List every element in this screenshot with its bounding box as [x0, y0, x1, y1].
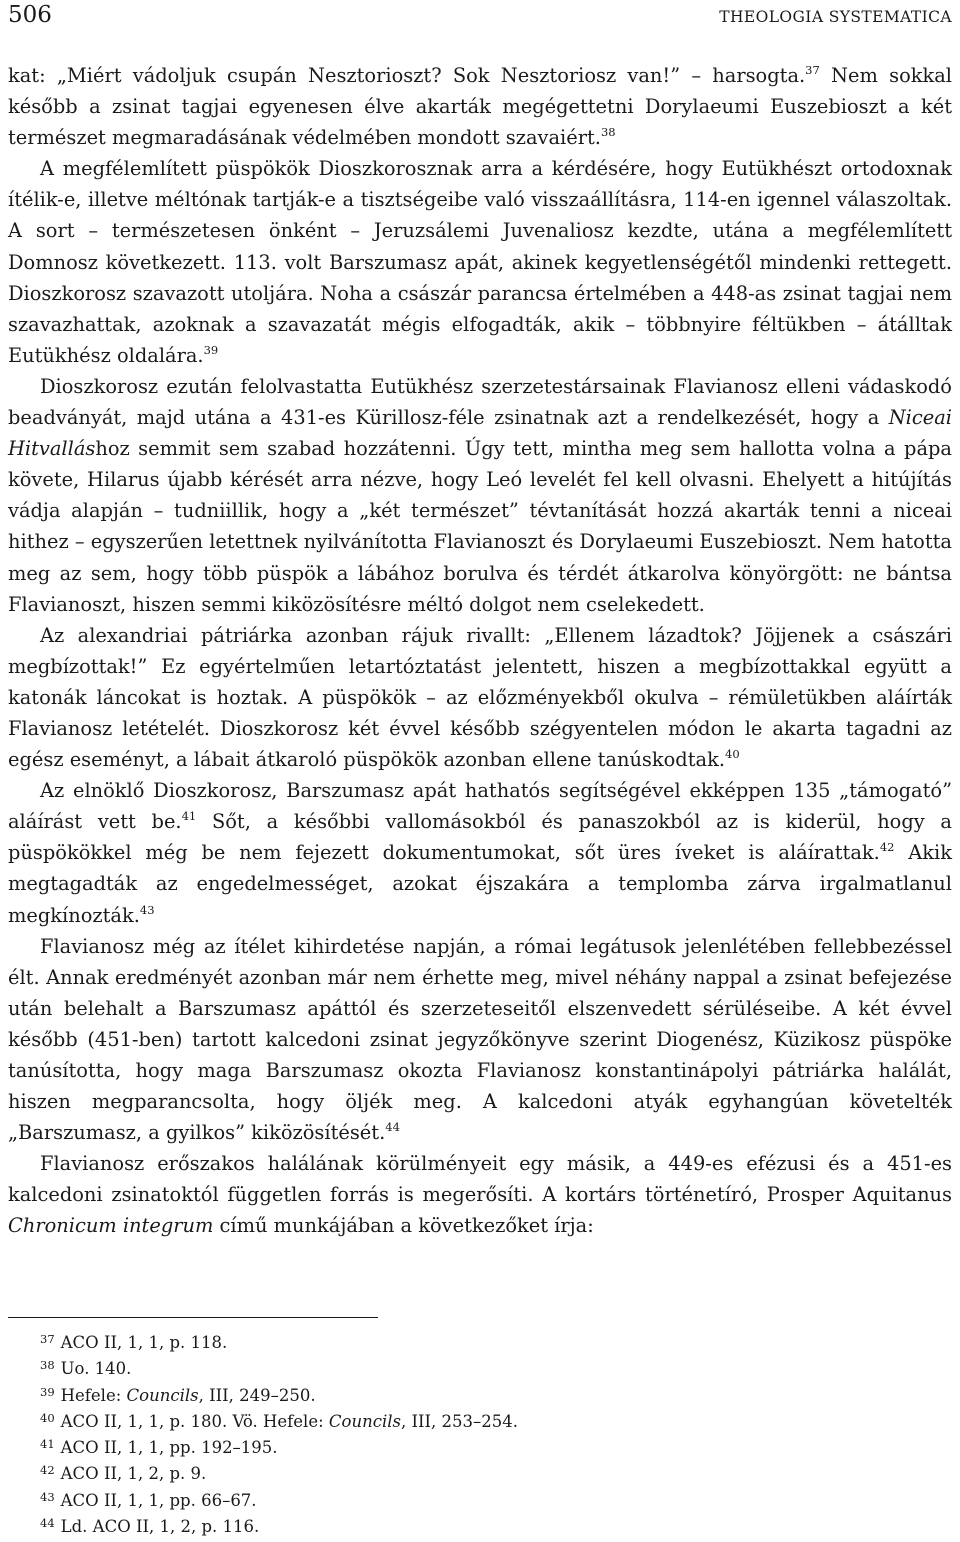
footnote-text: ACO II, 1, 1, pp. 66–67. [60, 1490, 257, 1510]
footnote-text: , III, 253–254. [400, 1411, 518, 1431]
footnote-text: ACO II, 1, 2, p. 9. [60, 1464, 207, 1484]
text-span: Flavianosz még az ítélet kihirdetése napján, a római legátusok jelenlétében fellebbezéssel élt. Annak eredményét azonban már nem érhette meg, mivel néhány nappal a zsinat befejezése után belehalt a Barszumasz apáttól és szerzeteseitől elszenvedett sérüléseibe. A két évvel később (451-ben) tartott kalcedoni zsinat jegyzőkönyve szerint Diogenész, Küzikosz püspöke tanúsította, hogy maga Barszumasz okozta Flavianosz konstantinápolyi pátriárka halálát, hiszen megparancsolta, hogy öljék meg. A kalcedoni atyák egyhangúan követelték „Barszumasz, a gyilkos” kiközösítését. [8, 934, 952, 1145]
footnote-number: 43 [40, 1489, 55, 1504]
italic-title: Niceai Hitvallás [8, 406, 952, 461]
footnote-ref[interactable]: 38 [600, 125, 616, 140]
text-span: Az elnöklő Dioszkorosz, Barszumasz apát hathatós segítségével ekképpen 135 „támogató” aláírást vett be. [8, 779, 952, 834]
footnote [40, 1409, 920, 1435]
footnote-text: , III, 249–250. [198, 1385, 316, 1405]
text-span: kat: „Miért vádoljuk csupán Nesztorioszt? Sok Nesztoriosz van!” – harsogta. [8, 64, 806, 87]
footnote-text: ACO II, 1, 1, p. 118. [60, 1333, 228, 1352]
footnote-text: Hefele: [60, 1385, 127, 1405]
text-span: Akik megtagadták az engedelmességet, azokat éjszakára a templomba zárva irgalmatlanul megkínozták. [8, 841, 952, 927]
italic-title: Chronicum integrum [8, 1214, 214, 1238]
page-header [8, 2, 952, 32]
footnote-text: Ld. ACO II, 1, 2, p. 116. [60, 1517, 260, 1537]
footnote-ref[interactable]: 43 [139, 902, 155, 917]
footnote-italic: Councils [328, 1411, 401, 1431]
page-number: 506 [8, 2, 52, 28]
footnote-number: 44 [40, 1516, 55, 1531]
text-span: című munkájában a következőket írja: [213, 1214, 594, 1238]
footnote-italic: Councils [126, 1385, 199, 1405]
footnote [40, 1488, 920, 1514]
footnote [40, 1514, 920, 1540]
footnote-separator [8, 1317, 378, 1318]
paragraph [8, 775, 952, 930]
footnote-ref[interactable]: 41 [181, 809, 197, 824]
footnote [40, 1356, 920, 1382]
footnote-number: 41 [40, 1437, 55, 1452]
footnote-ref[interactable]: 39 [203, 342, 219, 357]
paragraph [8, 60, 952, 153]
footnote-number: 42 [40, 1463, 55, 1478]
text-span: Flavianosz erőszakos halálának körülményeit egy másik, a 449-es efézusi és a 451-es kalcedoni zsinatoktól független forrás is megerősíti. A kortárs történetíró, Prosper Aquitanus [8, 1152, 952, 1207]
footnote-text: ACO II, 1, 1, p. 180. Vö. Hefele: [60, 1411, 329, 1431]
footnote-text: Uo. 140. [60, 1359, 132, 1379]
footnote-number: 40 [40, 1410, 55, 1425]
footnote [40, 1435, 920, 1461]
footnote-ref[interactable]: 40 [725, 747, 740, 762]
paragraph [8, 153, 952, 371]
text-span: Dioszkorosz ezután felolvastatta Eutükhész szerzetestársainak Flavianosz elleni vádaskodó beadványát, majd utána a 431-es Kürillosz-féle zsinatnak azt a rendelkezését, hogy a [8, 374, 952, 430]
text-span: hoz semmit sem szabad hozzátenni. Úgy tett, mintha meg sem hallotta volna a pápa követe, Hilarus újabb kérését arra nézve, hogy Leó levelét fel kell olvasni. Ehelyett a hitújítás vádja alapján – tudniillik, hogy a „két természet” tévtanítását hozzá akarták tenni a niceai hithez – egyszerűen letettnek nyilvánította Flavianoszt és Dorylaeumi Euszebioszt. Nem hatotta meg az sem, hogy több püspök a lábához borulva és térdét átkarolva könyörgött: ne bántsa Flavianoszt, hiszen semmi kiközösítésre méltó dolgot nem cselekedett. [8, 437, 952, 616]
footnote-ref[interactable]: 44 [385, 1120, 400, 1135]
footnote-number: 39 [40, 1384, 55, 1399]
footnote-ref[interactable]: 37 [805, 63, 820, 77]
paragraph [8, 371, 952, 620]
paragraph [8, 620, 952, 775]
text-span: Az alexandriai pátriárka azonban rájuk rivallt: „Ellenem lázadtok? Jöjjenek a császári megbízottak!” Ez egyértelműen letartóztatást jelentett, hiszen a megbízottakkal együtt a katonák láncokat is hoztak. A püspökök – az előzményekből okulva – rémületükben aláírták Flavianosz letételét. Dioszkorosz két évvel később szégyentelen módon le akarta tagadni az egész eseményt, a lábait átkaroló püspökök azonban ellene tanúskodtak. [8, 623, 952, 772]
footnotes [40, 1330, 920, 1540]
text-span: Nem sokkal később a zsinat tagjai egyenesen élve akarták megégettetni Dorylaeumi Euszebioszt a két természet megmaradásának védelmében mondott szavaiért. [8, 64, 953, 150]
footnote [40, 1461, 920, 1487]
footnote [40, 1383, 920, 1409]
footnote [40, 1330, 920, 1356]
footnote-ref[interactable]: 42 [879, 840, 895, 855]
paragraph [8, 931, 952, 1149]
running-head: THEOLOGIA SYSTEMATICA [719, 8, 952, 26]
paragraph [8, 1148, 952, 1241]
footnote-text: ACO II, 1, 1, pp. 192–195. [60, 1438, 278, 1458]
text-span: A megfélemlített püspökök Dioszkorosznak arra a kérdésére, hogy Eutükhészt ortodoxnak ítélik-e, illetve méltónak tartják-e a tisztségeibe való visszaállításra, 114-en igennel válaszoltak. A sort – természetesen önként – Jeruzsálemi Juvenaliosz kezdte, utána a megfélemlített Domnosz következett. 113. volt Barszumasz apát, akinek kegyetlenségétől mindenki rettegett. Dioszkorosz szavazott utoljára. Noha a császár parancsa értelmében a 448-as zsinat tagjai nem szavazhattak, azoknak a szavazatát mégis elfogadták, akik – többnyire féltükben – átálltak Eutükhész oldalára. [8, 157, 952, 367]
footnote-number: 37 [40, 1332, 55, 1346]
body-text [8, 60, 952, 1242]
footnote-number: 38 [40, 1358, 55, 1373]
text-span: Sőt, a későbbi vallomásokból és panaszokból az is kiderül, hogy a püspökökkel még be nem fejezett dokumentumokat, sőt üres íveket is aláírattak. [8, 810, 952, 865]
